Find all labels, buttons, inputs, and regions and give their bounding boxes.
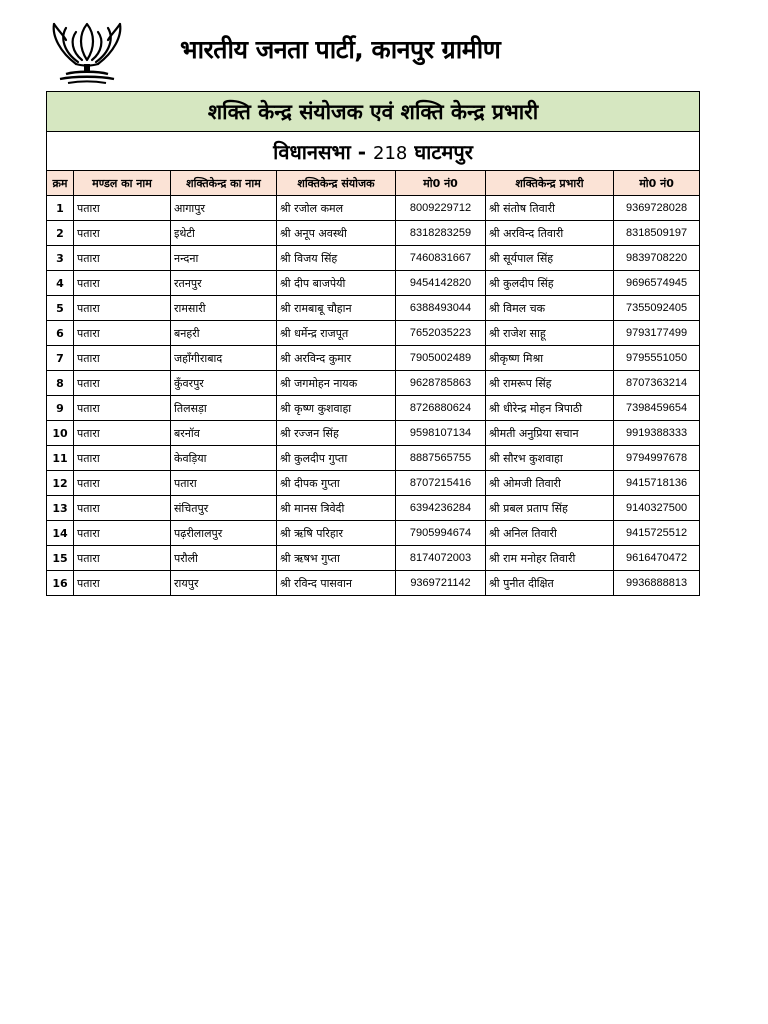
cell-kendra: कुँवरपुर (171, 371, 277, 396)
cell-serial: 11 (47, 446, 74, 471)
cell-kendra: पढ़रीलालपुर (171, 521, 277, 546)
table-body (47, 196, 700, 596)
cell-serial: 9 (47, 396, 74, 421)
cell-sanyojak: श्री रविन्द पासवान (277, 571, 396, 596)
cell-mandal: पतारा (74, 496, 171, 521)
cell-prabhari: श्री राम मनोहर तिवारी (486, 546, 614, 571)
cell-sanyojak-phone: 9628785863 (396, 371, 486, 396)
table-row (47, 346, 700, 371)
cell-sanyojak: श्री कुलदीप गुप्ता (277, 446, 396, 471)
cell-prabhari: श्री रामरूप सिंह (486, 371, 614, 396)
cell-kendra: रतनपुर (171, 271, 277, 296)
cell-sanyojak: श्री अनूप अवस्थी (277, 221, 396, 246)
cell-sanyojak-phone: 8887565755 (396, 446, 486, 471)
cell-prabhari: श्री राजेश साहू (486, 321, 614, 346)
cell-serial: 7 (47, 346, 74, 371)
cell-sanyojak: श्री ऋषि परिहार (277, 521, 396, 546)
cell-kendra: संचितपुर (171, 496, 277, 521)
cell-kendra: आगापुर (171, 196, 277, 221)
cell-kendra: परौली (171, 546, 277, 571)
cell-kendra: रामसारी (171, 296, 277, 321)
cell-sanyojak-phone: 7652035223 (396, 321, 486, 346)
table-row (47, 196, 700, 221)
cell-kendra: नन्दना (171, 246, 277, 271)
cell-prabhari: श्रीमती अनुप्रिया सचान (486, 421, 614, 446)
table-row (47, 421, 700, 446)
cell-prabhari-phone: 9140327500 (614, 496, 700, 521)
table-row (47, 571, 700, 596)
table-row (47, 321, 700, 346)
cell-sanyojak-phone: 9369721142 (396, 571, 486, 596)
cell-mandal: पतारा (74, 371, 171, 396)
column-header-row (47, 171, 700, 196)
table-row (47, 246, 700, 271)
table-row (47, 271, 700, 296)
lotus-icon (48, 18, 126, 86)
cell-prabhari: श्रीकृष्ण मिश्रा (486, 346, 614, 371)
cell-sanyojak-phone: 8009229712 (396, 196, 486, 221)
col-header-sanyojak: शक्तिकेन्द्र संयोजक (277, 171, 396, 196)
cell-mandal: पतारा (74, 296, 171, 321)
cell-mandal: पतारा (74, 321, 171, 346)
cell-prabhari-phone: 9696574945 (614, 271, 700, 296)
cell-mandal: पतारा (74, 396, 171, 421)
cell-sanyojak-phone: 7460831667 (396, 246, 486, 271)
cell-mandal: पतारा (74, 346, 171, 371)
cell-sanyojak: श्री दीप बाजपेयी (277, 271, 396, 296)
cell-sanyojak-phone: 8174072003 (396, 546, 486, 571)
cell-prabhari-phone: 9794997678 (614, 446, 700, 471)
cell-serial: 15 (47, 546, 74, 571)
cell-mandal: पतारा (74, 221, 171, 246)
cell-mandal: पतारा (74, 546, 171, 571)
cell-prabhari: श्री प्रबल प्रताप सिंह (486, 496, 614, 521)
cell-kendra: बनहरी (171, 321, 277, 346)
cell-serial: 3 (47, 246, 74, 271)
cell-prabhari: श्री विमल चक (486, 296, 614, 321)
table-heading: शक्ति केन्द्र संयोजक एवं शक्ति केन्द्र प्रभारी (47, 92, 700, 132)
cell-prabhari-phone: 7355092405 (614, 296, 700, 321)
cell-prabhari-phone: 9415725512 (614, 521, 700, 546)
cell-kendra: पतारा (171, 471, 277, 496)
cell-serial: 12 (47, 471, 74, 496)
cell-prabhari-phone: 9415718136 (614, 471, 700, 496)
table-row (47, 496, 700, 521)
col-header-serial: क्रम (47, 171, 74, 196)
assembly-label: विधानसभा - (273, 139, 367, 164)
cell-mandal: पतारा (74, 246, 171, 271)
cell-kendra: रायपुर (171, 571, 277, 596)
cell-prabhari: श्री सूर्यपाल सिंह (486, 246, 614, 271)
cell-prabhari: श्री अनिल तिवारी (486, 521, 614, 546)
table-row (47, 446, 700, 471)
cell-prabhari: श्री संतोष तिवारी (486, 196, 614, 221)
cell-prabhari: श्री पुनीत दीक्षित (486, 571, 614, 596)
cell-serial: 6 (47, 321, 74, 346)
cell-sanyojak: श्री मानस त्रिवेदी (277, 496, 396, 521)
cell-prabhari-phone: 7398459654 (614, 396, 700, 421)
cell-sanyojak: श्री जगमोहन नायक (277, 371, 396, 396)
cell-sanyojak-phone: 8318283259 (396, 221, 486, 246)
cell-prabhari: श्री कुलदीप सिंह (486, 271, 614, 296)
table-row (47, 396, 700, 421)
cell-sanyojak-phone: 6388493044 (396, 296, 486, 321)
cell-sanyojak-phone: 9598107134 (396, 421, 486, 446)
assembly-subheading (47, 132, 700, 171)
cell-mandal: पतारा (74, 471, 171, 496)
cell-mandal: पतारा (74, 196, 171, 221)
cell-sanyojak: श्री कृष्ण कुशवाहा (277, 396, 396, 421)
cell-serial: 4 (47, 271, 74, 296)
cell-sanyojak: श्री धर्मेन्द्र राजपूत (277, 321, 396, 346)
cell-mandal: पतारा (74, 446, 171, 471)
cell-serial: 2 (47, 221, 74, 246)
table-row (47, 471, 700, 496)
cell-sanyojak: श्री रामबाबू चौहान (277, 296, 396, 321)
col-header-prabhari-phone: मो0 नं0 (614, 171, 700, 196)
cell-sanyojak-phone: 9454142820 (396, 271, 486, 296)
assembly-name: घाटमपुर (414, 139, 473, 164)
cell-prabhari-phone: 9839708220 (614, 246, 700, 271)
cell-prabhari-phone: 8318509197 (614, 221, 700, 246)
table-row (47, 296, 700, 321)
table-row (47, 521, 700, 546)
cell-sanyojak: श्री रज्जन सिंह (277, 421, 396, 446)
cell-sanyojak-phone: 8707215416 (396, 471, 486, 496)
cell-serial: 5 (47, 296, 74, 321)
cell-sanyojak: श्री विजय सिंह (277, 246, 396, 271)
cell-mandal: पतारा (74, 571, 171, 596)
cell-prabhari: श्री धीरेन्द्र मोहन त्रिपाठी (486, 396, 614, 421)
col-header-kendra: शक्तिकेन्द्र का नाम (171, 171, 277, 196)
cell-sanyojak: श्री रजोल कमल (277, 196, 396, 221)
cell-kendra: बरनॉव (171, 421, 277, 446)
cell-mandal: पतारा (74, 421, 171, 446)
cell-serial: 10 (47, 421, 74, 446)
cell-prabhari: श्री सौरभ कुशवाहा (486, 446, 614, 471)
cell-sanyojak-phone: 7905002489 (396, 346, 486, 371)
col-header-prabhari: शक्तिकेन्द्र प्रभारी (486, 171, 614, 196)
table-row (47, 371, 700, 396)
cell-mandal: पतारा (74, 521, 171, 546)
cell-prabhari-phone: 9616470472 (614, 546, 700, 571)
cell-serial: 13 (47, 496, 74, 521)
cell-prabhari: श्री अरविन्द तिवारी (486, 221, 614, 246)
cell-prabhari: श्री ओमजी तिवारी (486, 471, 614, 496)
cell-mandal: पतारा (74, 271, 171, 296)
cell-serial: 14 (47, 521, 74, 546)
cell-sanyojak-phone: 8726880624 (396, 396, 486, 421)
party-title: भारतीय जनता पार्टी, कानपुर ग्रामीण (180, 35, 501, 64)
cell-sanyojak-phone: 6394236284 (396, 496, 486, 521)
assembly-number: 218 (373, 142, 408, 164)
cell-prabhari-phone: 9793177499 (614, 321, 700, 346)
cell-prabhari-phone: 9369728028 (614, 196, 700, 221)
cell-serial: 8 (47, 371, 74, 396)
cell-sanyojak: श्री ऋषभ गुप्ता (277, 546, 396, 571)
cell-serial: 1 (47, 196, 74, 221)
table-row (47, 546, 700, 571)
cell-kendra: तिलसड़ा (171, 396, 277, 421)
cell-prabhari-phone: 8707363214 (614, 371, 700, 396)
cell-prabhari-phone: 9936888813 (614, 571, 700, 596)
cell-kendra: इथेटी (171, 221, 277, 246)
cell-kendra: जहाँगीराबाद (171, 346, 277, 371)
cell-serial: 16 (47, 571, 74, 596)
cell-sanyojak-phone: 7905994674 (396, 521, 486, 546)
shakti-kendra-table (46, 91, 700, 596)
table-row (47, 221, 700, 246)
cell-kendra: केवड़िया (171, 446, 277, 471)
cell-prabhari-phone: 9919388333 (614, 421, 700, 446)
cell-sanyojak: श्री दीपक गुप्ता (277, 471, 396, 496)
col-header-mandal: मण्डल का नाम (74, 171, 171, 196)
col-header-sanyojak-phone: मो0 नं0 (396, 171, 486, 196)
cell-prabhari-phone: 9795551050 (614, 346, 700, 371)
cell-sanyojak: श्री अरविन्द कुमार (277, 346, 396, 371)
